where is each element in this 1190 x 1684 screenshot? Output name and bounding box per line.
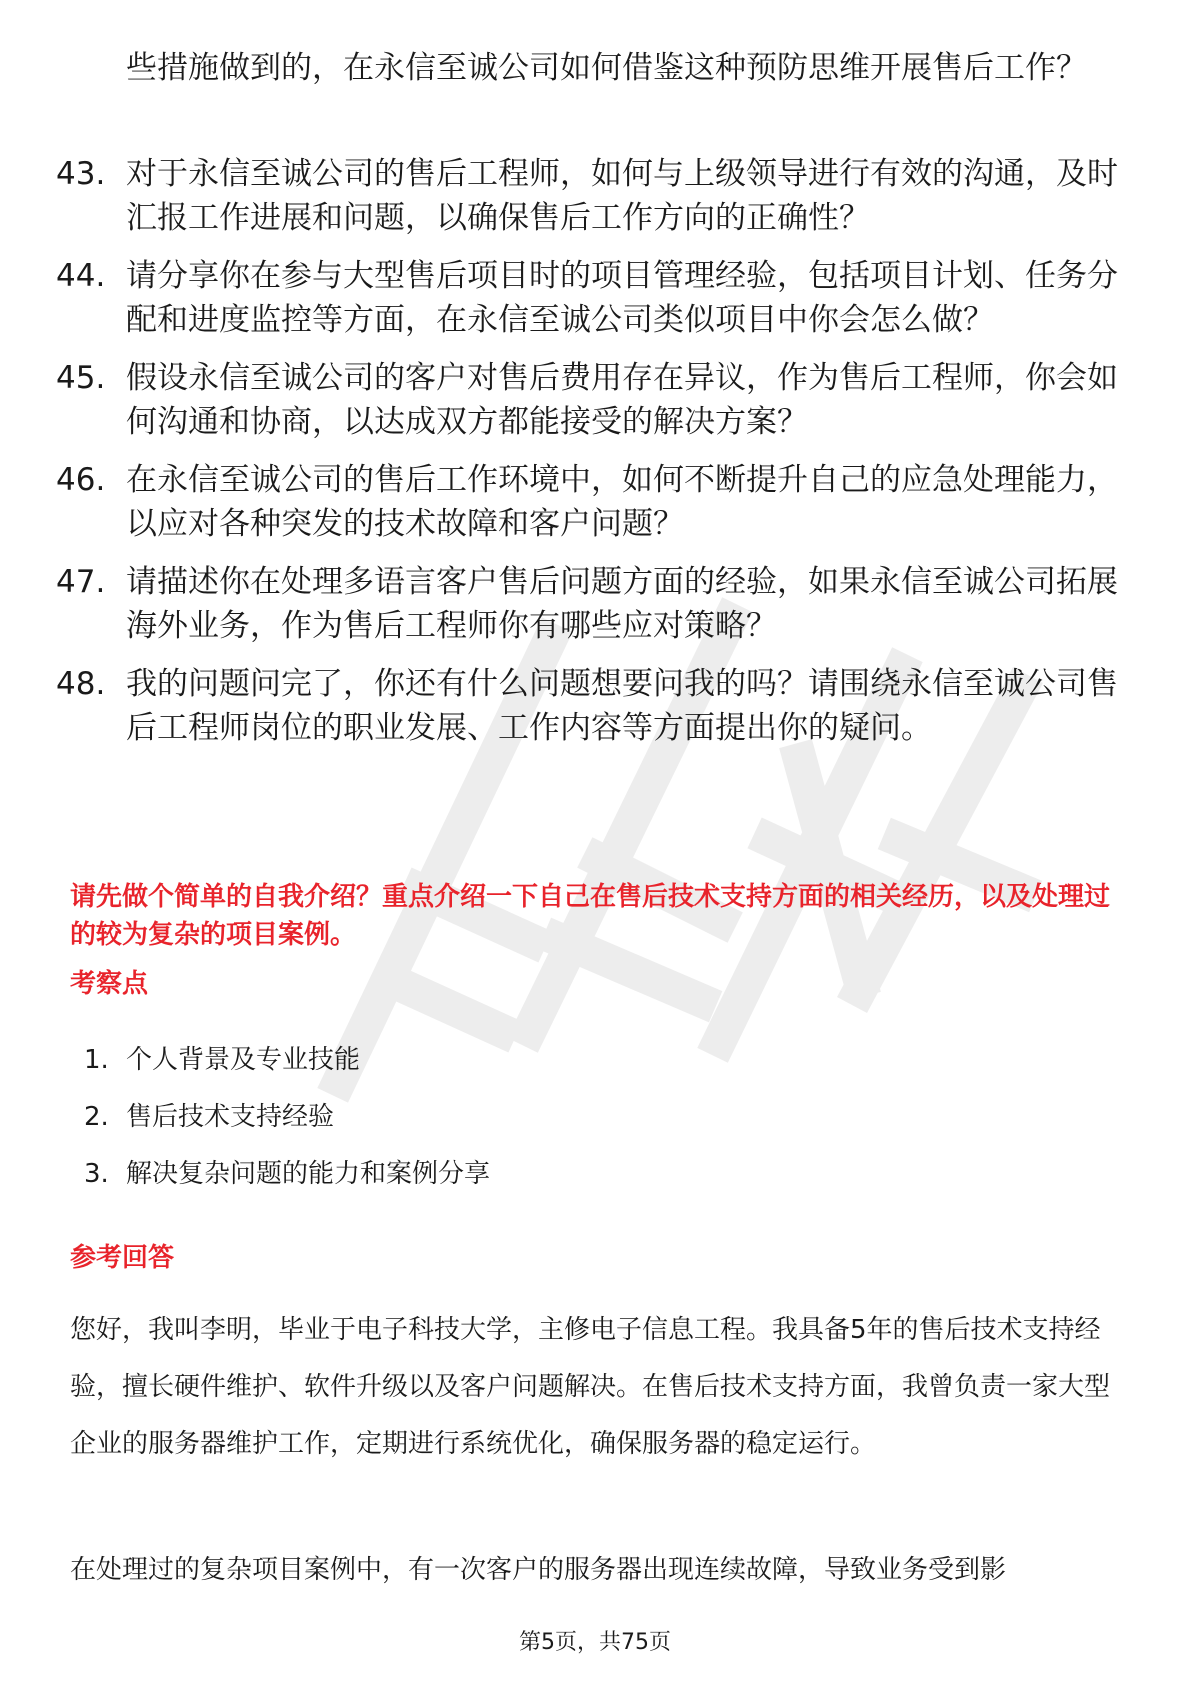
question-continuation: 些措施做到的，在永信至诚公司如何借鉴这种预防思维开展售后工作？ bbox=[126, 50, 1087, 86]
point-number: 2. bbox=[84, 1102, 109, 1132]
point-text: 解决复杂问题的能力和案例分享 bbox=[126, 1159, 491, 1189]
interview-question-heading: 请先做个简单的自我介绍？重点介绍一下自己在售后技术支持方面的相关经历，以及处理过的较为复杂的项目案例。 bbox=[70, 882, 1111, 950]
question-text: 对于永信至诚公司的售后工程师，如何与上级领导进行有效的沟通，及时汇报工作进展和问题，以确保售后工作方向的正确性？ bbox=[126, 156, 1118, 236]
list-item bbox=[84, 1156, 1084, 1213]
answer-paragraph: 在处理过的复杂项目案例中，有一次客户的服务器出现连续故障，导致业务受到影 bbox=[70, 1555, 1007, 1585]
question-text: 请描述你在处理多语言客户售后问题方面的经验，如果永信至诚公司拓展海外业务，作为售后工程师你有哪些应对策略？ bbox=[126, 564, 1118, 644]
list-item bbox=[56, 356, 1136, 444]
answer-paragraph: 您好，我叫李明，毕业于电子科技大学，主修电子信息工程。我具备5年的售后技术支持经验，擅长硬件维护、软件升级以及客户问题解决。在售后技术支持方面，我曾负责一家大型企业的服务器维护工作，定期进行系统优化，确保服务器的稳定运行。 bbox=[70, 1315, 1111, 1459]
question-number: 44. bbox=[56, 258, 106, 294]
focus-section-label: 考察点 bbox=[70, 969, 149, 999]
point-text: 个人背景及专业技能 bbox=[126, 1045, 361, 1075]
question-number: 46. bbox=[56, 462, 106, 498]
list-item bbox=[56, 560, 1136, 648]
reference-answer-label: 参考回答 bbox=[70, 1243, 175, 1273]
list-item bbox=[56, 662, 1136, 750]
question-text: 在永信至诚公司的售后工作环境中，如何不断提升自己的应急处理能力，以应对各种突发的技术故障和客户问题？ bbox=[126, 462, 1118, 542]
page-number-footer: 第5页，共75页 bbox=[519, 1630, 671, 1655]
list-item bbox=[56, 458, 1136, 546]
question-text: 我的问题问完了，你还有什么问题想要问我的吗？请围绕永信至诚公司售后工程师岗位的职业发展、工作内容等方面提出你的疑问。 bbox=[126, 666, 1118, 746]
list-item bbox=[84, 1099, 1084, 1156]
focus-points-list bbox=[84, 1042, 1084, 1213]
question-number: 43. bbox=[56, 156, 106, 192]
question-list bbox=[56, 152, 1136, 764]
question-text: 假设永信至诚公司的客户对售后费用存在异议，作为售后工程师，你会如何沟通和协商，以达成双方都能接受的解决方案？ bbox=[126, 360, 1118, 440]
point-number: 3. bbox=[84, 1159, 109, 1189]
list-item bbox=[84, 1042, 1084, 1099]
question-text: 请分享你在参与大型售后项目时的项目管理经验，包括项目计划、任务分配和进度监控等方面，在永信至诚公司类似项目中你会怎么做？ bbox=[126, 258, 1118, 338]
question-number: 45. bbox=[56, 360, 106, 396]
question-number: 48. bbox=[56, 666, 106, 702]
question-number: 47. bbox=[56, 564, 106, 600]
list-item bbox=[56, 254, 1136, 342]
list-item bbox=[56, 152, 1136, 240]
point-text: 售后技术支持经验 bbox=[126, 1102, 335, 1132]
point-number: 1. bbox=[84, 1045, 109, 1075]
